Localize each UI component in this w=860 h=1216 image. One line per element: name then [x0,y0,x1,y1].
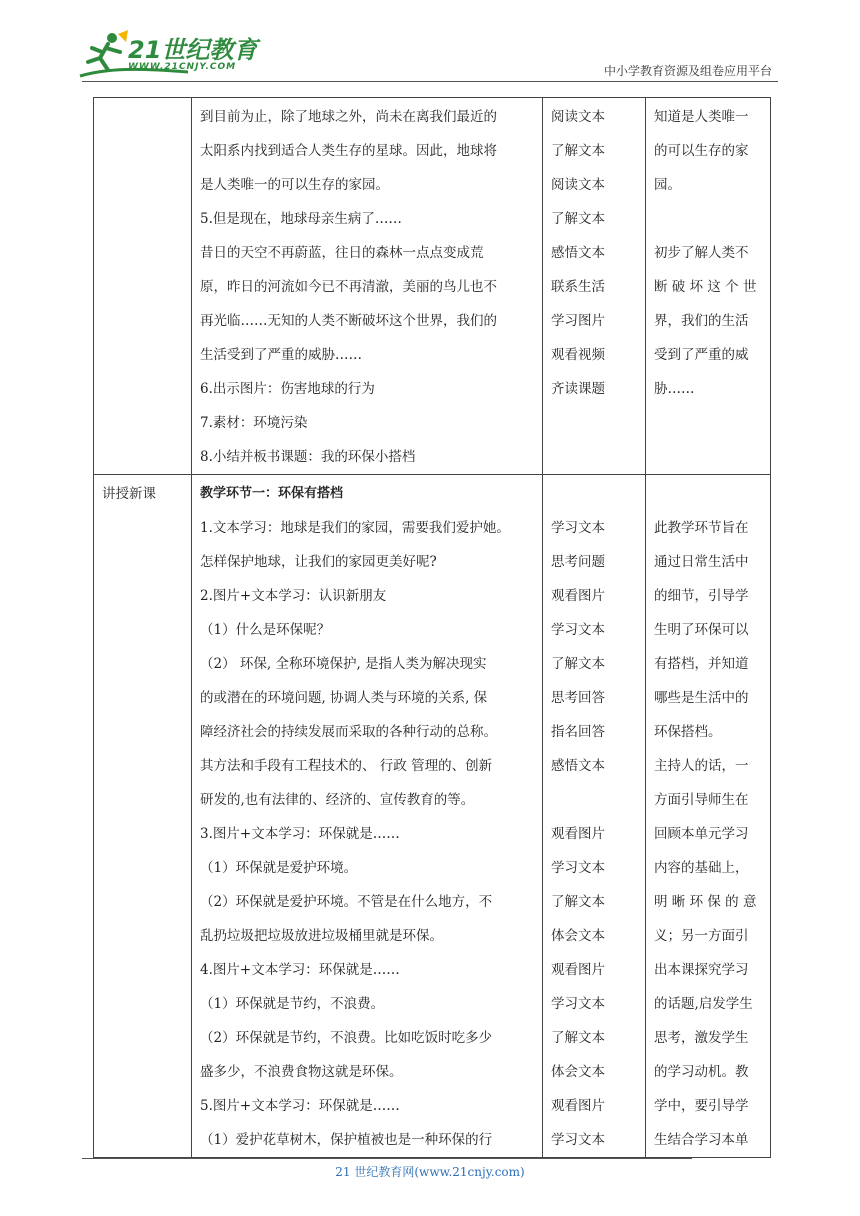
activity-label: 观看图片 [551,826,605,842]
content-line: 障经济社会的持续发展而采取的各种行动的总称。 [200,724,497,740]
intent-line: 生结合学习本单 [654,1132,749,1148]
intent-line: 园。 [654,177,681,193]
content-line: 5.但是现在，地球母亲生病了…… [200,211,402,227]
intent-line: 的细节，引导学 [654,588,749,604]
activity-label: 学习文本 [551,860,605,876]
intent-line: 环保搭档。 [654,724,722,740]
intent-line: 断 破 坏 这 个 世 [654,279,757,295]
content-cell [192,98,543,475]
activity-label: 感悟文本 [551,758,605,774]
intent-line: 方面引导师生在 [654,792,749,808]
intent-line: 内容的基础上， [654,860,749,876]
intent-line: 初步了解人类不 [654,245,749,261]
intent-line: 有搭档，并知道 [654,656,749,672]
activity-label: 思考问题 [551,554,605,570]
activity-label: 体会文本 [551,928,605,944]
activity-label: 阅读文本 [551,109,605,125]
content-line: 太阳系内找到适合人类生存的星球。因此，地球将 [200,143,497,159]
intent-line: 生明了环保可以 [654,622,749,638]
logo-text: 21世纪教育 [128,36,258,64]
content-line: 到目前为止，除了地球之外，尚未在离我们最近的 [200,109,497,125]
activity-label: 体会文本 [551,1064,605,1080]
footer-text: 21 世纪教育网(www.21cnjy.com) [335,1165,525,1179]
content-line: 怎样保护地球，让我们的家园更美好呢? [200,554,437,570]
page-header [0,0,860,90]
activity-label: 了解文本 [551,211,605,227]
activity-label: 了解文本 [551,143,605,159]
content-line: 8.小结并板书课题：我的环保小搭档 [200,449,416,465]
content-line: 5.图片+文本学习：环保就是…… [200,1098,400,1114]
content-line: （1）环保就是爱护环境。 [200,860,358,876]
intent-line: 出本课探究学习 [654,962,749,978]
content-line: 2.图片+文本学习：认识新朋友 [200,588,387,604]
content-line: 4.图片+文本学习：环保就是…… [200,962,400,978]
content-line: 的或潜在的环境问题, 协调人类与环境的关系, 保 [200,690,488,706]
activity-label: 观看图片 [551,588,605,604]
activity-label [551,477,645,511]
footer-divider [82,1158,692,1159]
content-line: 是人类唯一的可以生存的家园。 [200,177,389,193]
intent-line [654,477,764,511]
intent-line: 此教学环节旨在 [654,520,749,536]
intent-line: 受到了严重的威 [654,347,749,363]
content-line: 乱扔垃圾把垃圾放进垃圾桶里就是环保。 [200,928,443,944]
activity-label: 指名回答 [551,724,605,740]
activity-cell [543,98,646,475]
content-line: （2）环保就是节约，不浪费。比如吃饭时吃多少 [200,1030,493,1046]
intent-line: 的可以生存的家 [654,143,749,159]
content-line: （2）环保就是爱护环境。不管是在什么地方，不 [200,894,493,910]
content-line: 再光临……无知的人类不断破坏这个世界，我们的 [200,313,497,329]
activity-label: 观看图片 [551,1098,605,1114]
intent-line: 胁…… [654,381,695,397]
content-line: 研发的,也有法律的、经济的、宣传教育的等。 [200,792,475,808]
platform-title: 中小学教育资源及组卷应用平台 [603,64,772,78]
intent-line: 思考，激发学生 [654,1030,749,1046]
activity-label: 学习文本 [551,622,605,638]
activity-label: 阅读文本 [551,177,605,193]
table-row [94,98,771,475]
activity-label: 学习文本 [551,520,605,536]
activity-cell [543,475,646,1158]
content-line: 生活受到了严重的威胁…… [200,347,362,363]
stage-cell: 讲授新课 [94,475,192,1158]
content-line: 3.图片+文本学习：环保就是…… [200,826,400,842]
activity-label: 观看图片 [551,962,605,978]
intent-line: 义；另一方面引 [654,928,749,944]
content-line: 其方法和手段有工程技术的、 行政 管理的、创新 [200,758,493,774]
content-line: 昔日的天空不再蔚蓝，往日的森林一点点变成荒 [200,245,484,261]
activity-label: 学习文本 [551,1132,605,1148]
activity-label: 齐读课题 [551,381,605,397]
content-line: （1）环保就是节约，不浪费。 [200,996,385,1012]
intent-line: 哪些是生活中的 [654,690,749,706]
content-line: （1）爱护花草树木，保护植被也是一种环保的行 [200,1132,493,1148]
activity-label: 学习文本 [551,996,605,1012]
content-line: 7.素材：环境污染 [200,415,308,431]
activity-label [551,783,645,817]
stage-cell [94,98,192,475]
activity-label: 感悟文本 [551,245,605,261]
content-line: 原，昨日的河流如今已不再清澈，美丽的鸟儿也不 [200,279,497,295]
header-divider [82,81,778,82]
intent-line: 主持人的话，一 [654,758,749,774]
intent-line: 通过日常生活中 [654,554,749,570]
intent-line: 的学习动机。教 [654,1064,749,1080]
content-line: 盛多少，不浪费食物这就是环保。 [200,1064,403,1080]
lesson-table [93,97,771,1158]
content-cell [192,475,543,1158]
table-row [94,475,771,1158]
intent-cell [646,98,771,475]
intent-line: 知道是人类唯一 [654,109,749,125]
content-line: 6.出示图片：伤害地球的行为 [200,381,375,397]
intent-line: 界，我们的生活 [654,313,749,329]
intent-line: 学中，要引导学 [654,1098,749,1114]
activity-label: 了解文本 [551,656,605,672]
activity-label: 了解文本 [551,1030,605,1046]
activity-label: 思考回答 [551,690,605,706]
logo-subtext: WWW.21CNJY.COM [128,62,237,72]
intent-cell [646,475,771,1158]
content-line: 1.文本学习：地球是我们的家园，需要我们爱护她。 [200,520,510,536]
section-title: 教学环节一：环保有搭档 [200,486,344,501]
activity-label: 联系生活 [551,279,605,295]
activity-label: 了解文本 [551,894,605,910]
activity-label: 学习图片 [551,313,605,329]
intent-line [654,202,764,236]
activity-label: 观看视频 [551,347,605,363]
intent-line: 的话题,启发学生 [654,996,753,1012]
content-line: （2） 环保, 全称环境保护, 是指人类为解决现实 [200,656,487,672]
intent-line: 回顾本单元学习 [654,826,749,842]
intent-line: 明 晰 环 保 的 意 [654,894,757,910]
content-line: （1）什么是环保呢？ [200,622,331,638]
